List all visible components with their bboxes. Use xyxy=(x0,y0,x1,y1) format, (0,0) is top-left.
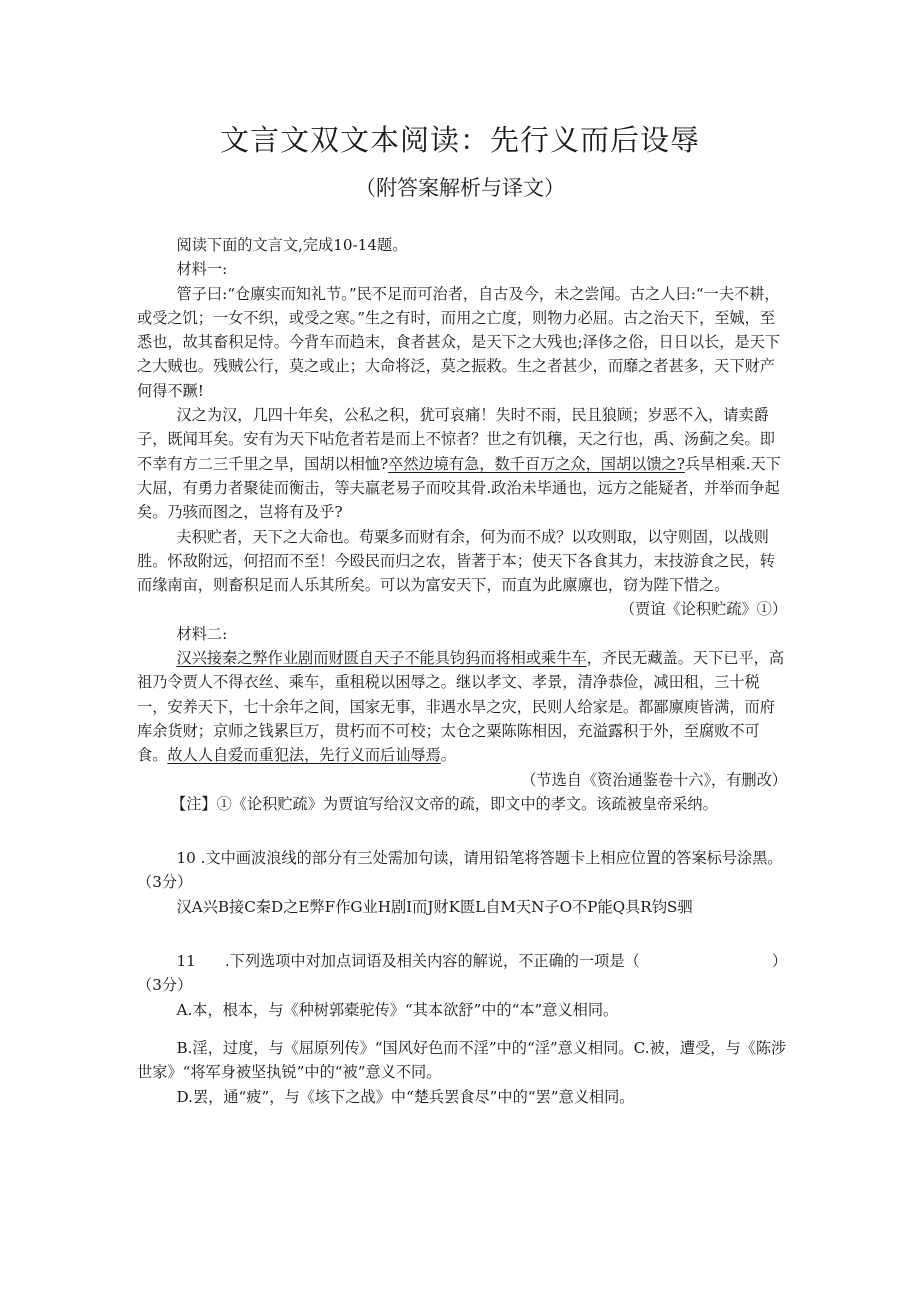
material1-paragraph-2 xyxy=(137,403,787,524)
material1-source: （贾谊《论积贮疏》①） xyxy=(619,600,787,619)
material1-paragraph-1: 管子曰:“仓廪实而知礼节。”民不足而可治者，自古及今，未之尝闻。古之人曰:“一夫不耕，或受之饥；一女不织，或受之寒。”生之有时，而用之亡度，则物力必屈。古之治天下，至娍，至悉也，故其畜积足恃。今背车而趋末，食者甚众，是天下之大残也;泽侈之俗，日日以长，是天下之大贼也。残贼公行，莫之或止；大命将泛，莫之振救。生之者甚少，而靡之者甚多，天下财产何得不蹶! xyxy=(137,284,780,400)
page-subtitle: （附答案解析与译文） xyxy=(355,176,565,200)
question-11-stem-row xyxy=(137,949,787,973)
wavy-line-passage: 汉兴接秦之弊作业剧而财匮自天子不能具钧犸而将相或乘牛车 xyxy=(176,649,587,668)
page-title: 文言文双文本阅读：先行义而后设辱 xyxy=(219,123,700,157)
option-d: D.罢，通“疲”，与《垓下之战》中“楚兵罢食尽”中的“罢”意义相同。 xyxy=(176,1087,635,1106)
option-b-c: B.淫，过度，与《屈原列传》“国风好色而不淫”中的“淫”意义相同。C.被，遭受，与《陈涉世家》“将军身被坚执锐”中的“被”意义不同。 xyxy=(137,1038,787,1082)
material2-end: 。 xyxy=(440,746,456,765)
p2-text-after: 兵旱相乘.天下大屈，有勇力者聚徒而衡击，等夫羸老易子而咬其骨.政治未毕通也，远方之能疑者，并举而争起矣。乃骇而图之，岂将有及乎? xyxy=(137,454,781,522)
material2-label: 材料二: xyxy=(176,624,228,643)
underlined-sentence-1: 卒然边境有急，数千百万之众，国胡以馈之? xyxy=(388,454,685,473)
question-11-points: （3分） xyxy=(137,976,193,995)
question-11-number: 11 xyxy=(176,952,196,971)
question-10-options: 汉A兴B接C秦D之E弊F作G业H剧I而J财K匮L自M天N子O不P能Q具R钧S驷 xyxy=(176,897,693,916)
reading-instruction: 阅读下面的文言文,完成10-14题。 xyxy=(176,236,408,254)
material2-text: ，齐民无藏盖。天下已平，高祖乃令贾人不得衣丝、乘车，重租税以困辱之。继以孝文、孝景，清净恭俭，减田租，三十税一，安养天下，七十余年之间，国家无事，非遇水旱之灾，民则人给家是。都鄙廪庾皆满，而府库余货财；京师之钱累巨万，贯朽而不可校；太仓之粟陈陈相因，充溢露积于外，至腐败不可食。 xyxy=(137,649,785,765)
option-a: A.本，根本，与《种树郭橐驼传》“其本欲舒”中的“本”意义相同。 xyxy=(176,1000,619,1019)
material2-paragraph xyxy=(137,646,787,767)
p2-text-before: 汉之为汉，几四十年矣，公私之积，犹可哀痛！失时不雨，民且狼顾；岁恶不入，请卖爵子，既闻耳矣。安有为天下呫危者若是而上不惊者？世之有饥穰，天之行也，禹、汤蓟之矣。即不幸有方二三千里之旱，国胡以相恤? xyxy=(137,406,775,473)
annotation-note: 【注】①《论积贮疏》为贾谊写给汉文帝的疏，即文中的孝文。该疏被皇帝采纳。 xyxy=(171,794,718,813)
document-body xyxy=(137,233,787,1109)
material1-label: 材料一: xyxy=(176,260,228,279)
material2-source: （节选自《资治通鉴卷十六》，有删改） xyxy=(521,770,787,789)
underlined-sentence-2: 故人人自爱而重犯法，先行义而后讪辱焉 xyxy=(167,746,441,765)
question-11-stem: .下列选项中对加点词语及相关内容的解说，不正确的一项是（ xyxy=(224,952,640,971)
question-11-paren-close: ） xyxy=(771,952,787,971)
question-10-stem: 10 .文中画波浪线的部分有三处需加句读，请用铅笔将答题卡上相应位置的答案标号涂黑。（3分） xyxy=(137,849,783,892)
material1-paragraph-3: 夫积贮者，天下之大命也。苟粟多而财有余，何为而不成？以攻则取，以守则固，以战则胜。怀敌附远，何招而不至！今殴民而归之农，皆著于本；使天下各食其力，末技游食之民，转而缘南亩，则畜积足而人乐其所矣。可以为富安天下，而直为此廪廪也，窃为陛下惜之。 xyxy=(137,527,775,595)
